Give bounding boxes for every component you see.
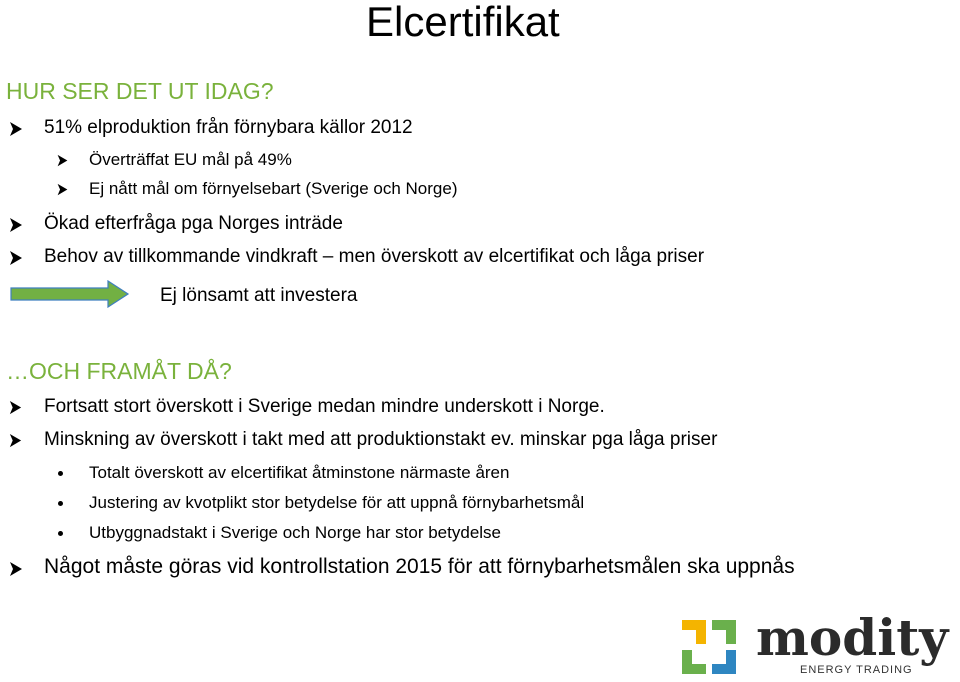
chevron-bullet-icon: [8, 121, 24, 137]
bullet-dot-icon: [58, 501, 63, 506]
bullet-text: 51% elproduktion från förnybara källor 2012: [44, 117, 413, 138]
chevron-bullet-icon: [56, 154, 69, 167]
bullet-text: Något måste göras vid kontrollstation 2015 för att förnybarhetsmålen ska uppnås: [44, 555, 795, 578]
company-logo: [676, 608, 956, 678]
chevron-bullet-icon: [8, 250, 24, 266]
bullet-text: Minskning av överskott i takt med att produktionstakt ev. minskar pga låga priser: [44, 429, 718, 450]
chevron-bullet-icon: [8, 561, 24, 577]
bullet-text: Ökad efterfråga pga Norges inträde: [44, 213, 343, 234]
chevron-bullet-icon: [8, 433, 23, 448]
section-heading-today: HUR SER DET UT IDAG?: [6, 78, 274, 104]
sub-bullet-text: Ej nått mål om förnyelsebart (Sverige och Norge): [89, 179, 458, 198]
logo-tagline: ENERGY TRADING: [800, 664, 913, 676]
bullet-text: Behov av tillkommande vindkraft – men överskott av elcertifikat och låga priser: [44, 246, 705, 267]
sub-bullet-text: Överträffat EU mål på 49%: [89, 150, 292, 169]
chevron-bullet-icon: [8, 400, 23, 415]
chevron-bullet-icon: [8, 217, 24, 233]
sub-bullet-text: Justering av kvotplikt stor betydelse för att uppnå förnybarhetsmål: [89, 493, 585, 512]
arrow-text: Ej lönsamt att investera: [160, 285, 358, 306]
bullet-dot-icon: [58, 471, 63, 476]
chevron-bullet-icon: [56, 183, 69, 196]
section-heading-future: …OCH FRAMÅT DÅ?: [6, 358, 232, 384]
logo-mark-icon: [676, 614, 742, 680]
right-arrow-icon: [10, 280, 130, 308]
sub-bullet-text: Utbyggnadstakt i Sverige och Norge har stor betydelse: [89, 523, 502, 542]
bullet-text: Fortsatt stort överskott i Sverige medan mindre underskott i Norge.: [44, 396, 605, 417]
logo-wordmark: modity: [756, 608, 949, 667]
sub-bullet-text: Totalt överskott av elcertifikat åtminstone närmaste åren: [89, 463, 510, 482]
bullet-dot-icon: [58, 531, 63, 536]
page-title: Elcertifikat: [366, 0, 560, 45]
